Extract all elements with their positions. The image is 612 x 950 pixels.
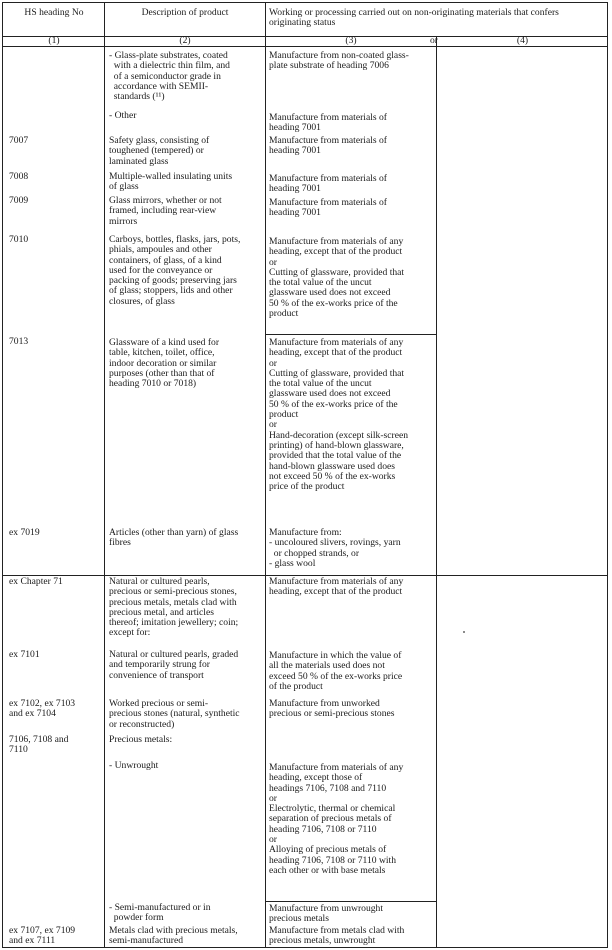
heading-cell: 7007: [9, 135, 29, 146]
heading-cell: ex 7102, ex 7103 and ex 7104: [9, 698, 76, 720]
working-cell: Manufacture from: - uncoloured slivers, rovings, yarn or chopped strands, or - glass wool: [269, 527, 401, 569]
working-cell: Manufacture in which the value of all the materials used does not exceed 50 % of the ex-works price of the product: [269, 650, 403, 692]
heading-cell: ex Chapter 71: [9, 576, 63, 587]
description-cell: Natural or cultured pearls, graded and temporarily strung for convenience of transport: [109, 649, 239, 681]
description-cell: Glassware of a kind used for table, kitchen, toilet, office, indoor decoration or similar purposes (other than that of heading 7010 or 7018): [109, 337, 220, 390]
description-cell: Worked precious or semi- precious stones (natural, synthetic or reconstructed): [109, 698, 240, 730]
heading-cell: 7009: [9, 195, 29, 206]
column-divider: [265, 2, 266, 948]
working-cell: Manufacture from non-coated glass- plate substrate of heading 7006: [269, 50, 409, 72]
scan-speck: [463, 631, 465, 633]
column-divider: [436, 36, 437, 948]
heading-cell: 7010: [9, 234, 29, 245]
row-rule: [265, 334, 436, 335]
description-cell: Safety glass, consisting of toughened (tempered) or laminated glass: [109, 135, 210, 167]
column-header-description: Description of product: [141, 7, 229, 18]
description-cell: Precious metals:: [109, 734, 173, 745]
working-cell: Manufacture from materials of any heading, except those of headings 7106, 7108 and 7110 or Electrolytic, thermal or chemical separation of precious metals of heading 7106, 7108 or 7110 or Alloying of precious metals of heading 7106, 7108 or 7110 with each other or with base metals: [269, 762, 404, 876]
working-cell: Manufacture from materials of heading 7001: [269, 135, 388, 157]
column-number-2: (2): [179, 35, 191, 46]
description-cell: Articles (other than yarn) of glass fibres: [109, 527, 239, 549]
description-cell: - Other: [109, 110, 137, 121]
column-number-4: (4): [516, 35, 529, 46]
heading-cell: ex 7107, ex 7109 and ex 7111: [9, 925, 76, 947]
description-cell: Multiple-walled insulating units of glass: [109, 171, 233, 193]
working-cell: Manufacture from materials of any heading, except that of the product or Cutting of glassware, provided that the total value of the uncut glassware used does not exceed 50 % of the ex-works price of the product: [269, 236, 405, 320]
column-header-working: Working or processing carried out on non-originating materials that confers originating status: [269, 7, 559, 29]
description-cell: Natural or cultured pearls, precious or semi-precious stones, precious metals, metals clad with precious metal, and articles thereof; imitation jewellery; coin; except for:: [109, 576, 239, 639]
working-cell: Manufacture from materials of heading 7001: [269, 112, 388, 134]
working-cell: Manufacture from materials of heading 7001: [269, 173, 388, 195]
row-rule: [265, 901, 436, 902]
heading-cell: 7106, 7108 and 7110: [9, 734, 69, 756]
column-number-3: (3): [345, 35, 357, 46]
description-cell: Metals clad with precious metals, semi-manufactured: [109, 925, 238, 947]
working-cell: Manufacture from metals clad with precious metals, unwrought: [269, 925, 405, 947]
working-cell: Manufacture from materials of any heading, except that of the product: [269, 576, 404, 598]
heading-cell: ex 7101: [9, 649, 40, 660]
description-cell: - Unwrought: [109, 760, 159, 771]
heading-cell: ex 7019: [9, 527, 40, 538]
description-cell: Carboys, bottles, flasks, jars, pots, phials, ampoules and other containers, of glass, of a kind used for the conveyance or packing of goods; preserving jars of glass; stoppers, lids and other closures, of glass: [109, 234, 241, 307]
heading-cell: 7013: [9, 336, 29, 347]
column-header-hs: HS heading No: [24, 7, 84, 18]
working-cell: Manufacture from unworked precious or semi-precious stones: [269, 698, 395, 720]
column-divider: [104, 2, 105, 948]
description-cell: - Glass-plate substrates, coated with a dielectric thin film, and of a semiconductor grade in accordance with SEMII- standards (¹¹): [109, 50, 230, 103]
working-cell: Manufacture from materials of heading 7001: [269, 197, 388, 219]
description-cell: - Semi-manufactured or in powder form: [109, 902, 211, 924]
description-cell: Glass mirrors, whether or not framed, including rear-view mirrors: [109, 195, 222, 227]
working-cell: Manufacture from unwrought precious metals: [269, 903, 384, 925]
heading-cell: 7008: [9, 171, 29, 182]
or-label: or: [430, 35, 438, 46]
working-cell: Manufacture from materials of any heading, except that of the product or Cutting of glassware, provided that the total value of the uncut glassware used does not exceed 50 % of the ex-works price of the product or Hand-decoration (except silk-screen printing) of hand-blown glassware, provided that the total value of the hand-blown glassware used does not exceed 50 % of the ex-works price of the product: [269, 337, 409, 493]
column-number-1: (1): [48, 35, 60, 46]
